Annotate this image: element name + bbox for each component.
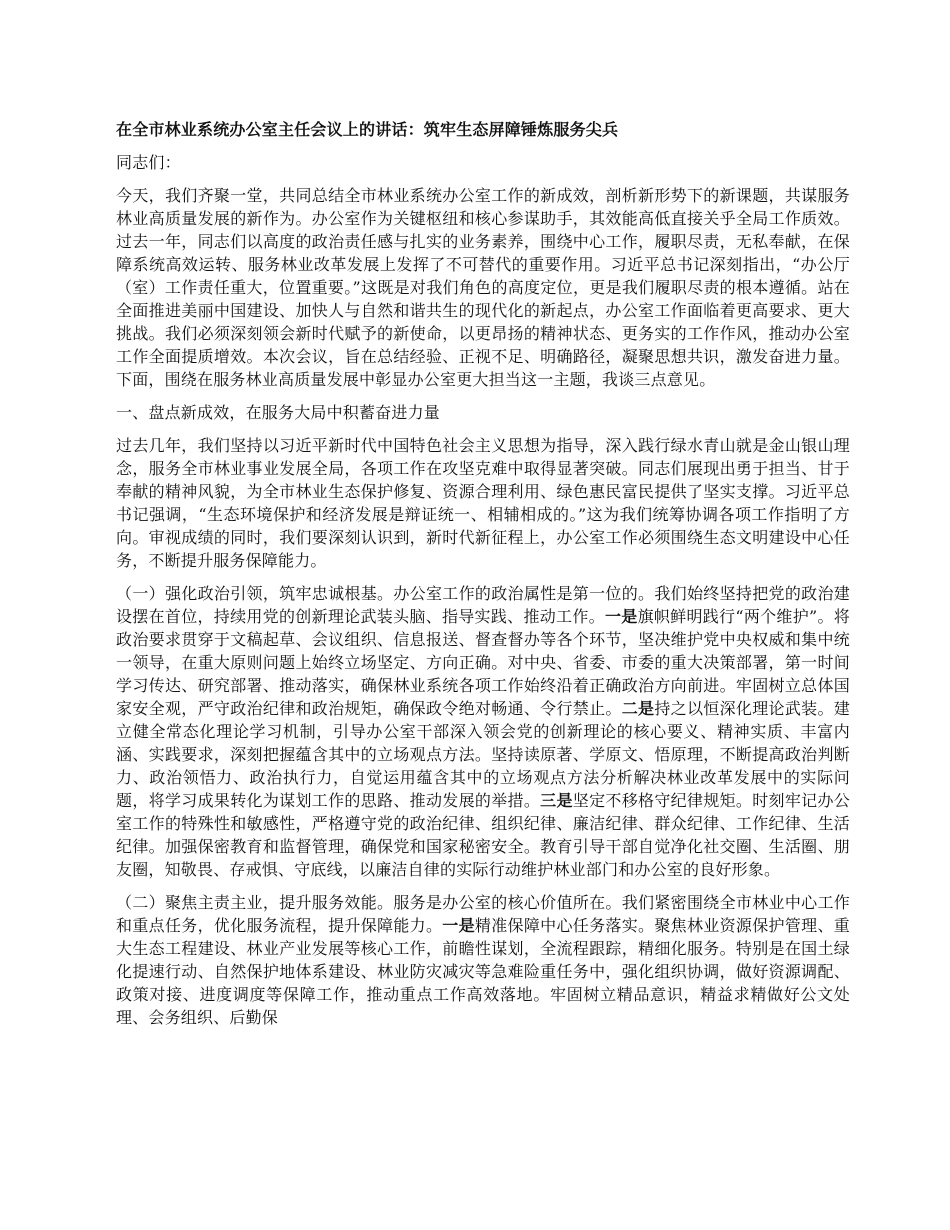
section-1-paragraph: 过去几年，我们坚持以习近平新时代中国特色社会主义思想为指导，深入践行绿水青山就是金山银山理念，服务全市林业事业发展全局，各项工作在攻坚克难中取得显著突破。同志们展现出勇于担当、甘于奉献的精神风貌，为全市林业生态保护修复、资源合理利用、绿色惠民富民提供了坚实支撑。习近平总书记强调，“生态环境保护和经济发展是辩证统一、相辅相成的。”这为我们统筹协调各项工作指明了方向。审视成绩的同时，我们要深刻认识到，新时代新征程上，办公室工作必须围绕生态文明建设中心任务，不断提升服务保障能力。 — [116, 436, 850, 570]
subsection-2-text-a: （二）聚焦主责主业，提升服务效能。服务是办公室的核心价值所在。我们紧密围绕全市林业中心工作和重点任务，优化服务流程，提升保障能力。 — [116, 893, 850, 935]
document-title: 在全市林业系统办公室主任会议上的讲话：筑牢生态屏障锤炼服务尖兵 — [116, 120, 619, 139]
keyword-second: 二是 — [621, 699, 655, 718]
keyword-first: 一是 — [604, 607, 638, 626]
document-page — [116, 118, 850, 1039]
subsection-2-text-b: 精准保障中心任务落实。聚焦林业资源保护管理、重大生态工程建设、林业产业发展等核心工作，前瞻性谋划，全流程跟踪，精细化服务。特别是在国土绿化提速行动、自然保护地体系建设、林业防灾减灾等急难险重任务中，强化组织协调，做好资源调配、政策对接、进度调度等保障工作，推动重点工作高效落地。牢固树立精品意识，精益求精做好公文处理、会务组织、后勤保 — [116, 916, 850, 1027]
keyword-third: 三是 — [540, 791, 573, 810]
keyword-first: 一是 — [442, 916, 475, 935]
subsection-1-paragraph — [116, 582, 850, 881]
subsection-1-text-a: （一）强化政治引领，筑牢忠诚根基。办公室工作的政治属性是第一位的。我们始终坚持把党的政治建设摆在首位，持续用党的创新理论武装头脑、指导实践、推动工作。 — [116, 584, 850, 626]
subsection-1-text-d: 坚定不移格守纪律规矩。时刻牢记办公室工作的特殊性和敏感性，严格遵守党的政治纪律、组织纪律、廉洁纪律、群众纪律、工作纪律、生活纪律。加强保密教育和监督管理，确保党和国家秘密安全。教育引导干部自觉净化社交圈、生活圈、朋友圈，知敬畏、存戒惧、守底线，以廉洁自律的实际行动维护林业部门和办公室的良好形象。 — [116, 791, 851, 879]
subsection-1-text-b: 旗帜鲜明践行“两个维护”。将政治要求贯穿于文稿起草、会议组织、信息报送、督查督办等各个环节，坚决维护党中央权威和集中统一领导，在重大原则问题上始终立场坚定、方向正确。对中央、省委、市委的重大决策部署，第一时间学习传达、研究部署、推动落实，确保林业系统各项工作始终沿着正确政治方向前进。牢固树立总体国家安全观，严守政治纪律和政治规矩，确保政令绝对畅通、令行禁止。 — [116, 607, 850, 718]
intro-paragraph: 今天，我们齐聚一堂，共同总结全市林业系统办公室工作的新成效，剖析新形势下的新课题，共谋服务林业高质量发展的新作为。办公室作为关键枢纽和核心参谋助手，其效能高低直接关乎全局工作质效。过去一年，同志们以高度的政治责任感与扎实的业务素养，围绕中心工作，履职尽责，无私奉献，在保障系统高效运转、服务林业改革发展上发挥了不可替代的重要作用。习近平总书记深刻指出，“办公厅（室）工作责任重大，位置重要。”这既是对我们角色的高度定位，更是我们履职尽责的根本遵循。站在全面推进美丽中国建设、加快人与自然和谐共生的现代化的新起点，办公室工作面临着更高要求、更大挑战。我们必须深刻领会新时代赋予的新使命，以更昂扬的精神状态、更务实的工作作风，推动办公室工作全面提质增效。本次会议，旨在总结经验、正视不足、明确路径，凝聚思想共识，激发奋进力量。下面，围绕在服务林业高质量发展中彰显办公室更大担当这一主题，我谈三点意见。 — [116, 186, 850, 389]
subsection-1-text-c: 持之以恒深化理论武装。建立健全常态化理论学习机制，引导办公室干部深入领会党的创新理论的核心要义、精神实质、丰富内涵、实践要求，深刻把握蕴含其中的立场观点方法。坚持读原著、学原文、悟原理，不断提高政治判断力、政治领悟力、政治执行力，自觉运用蕴含其中的立场观点方法分析解决林业改革发展中的实际问题，将学习成果转化为谋划工作的思路、推动发展的举措。 — [116, 699, 851, 810]
subsection-2-paragraph — [116, 891, 850, 1029]
salutation: 同志们： — [116, 153, 181, 172]
section-heading-1: 一、盘点新成效，在服务大局中积蓄奋进力量 — [116, 403, 441, 422]
